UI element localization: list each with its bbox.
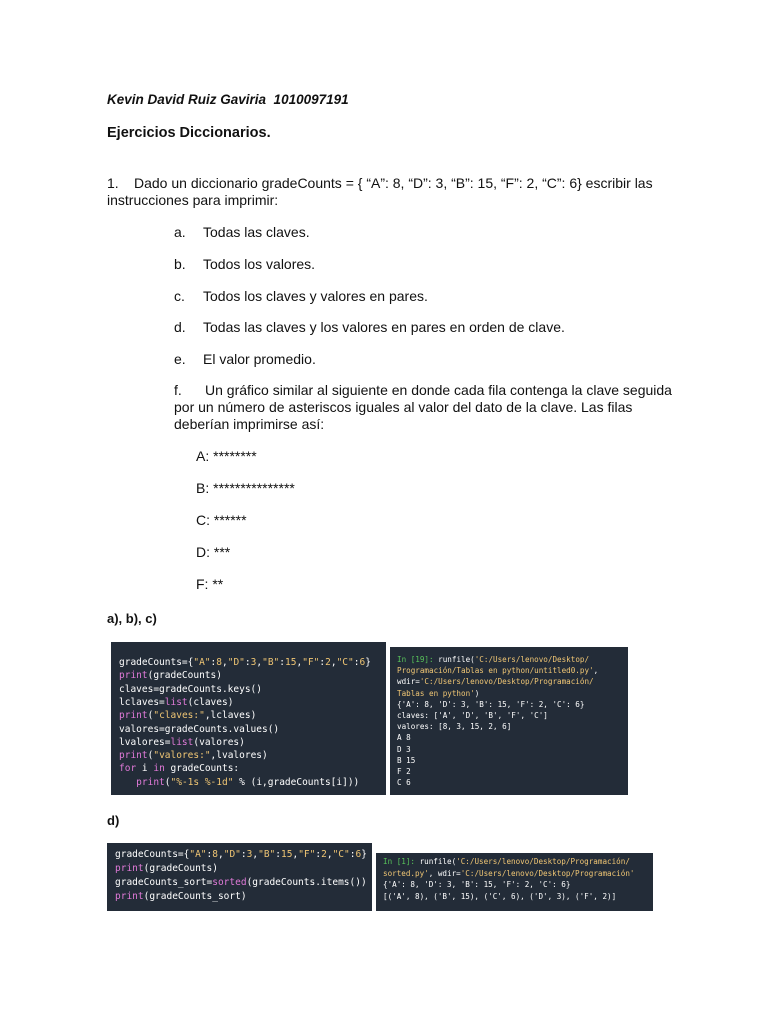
code-token: "D": [223, 849, 241, 860]
code-token: print: [115, 863, 144, 874]
code-token: claves=gradeCounts.keys(): [119, 683, 262, 695]
section-heading-abc: a), b), c): [107, 611, 157, 626]
code-token: (gradeCounts.items()): [246, 877, 367, 888]
code-token: B 15: [397, 755, 416, 765]
code-token: lvalores=: [119, 736, 171, 748]
code-line: [397, 767, 411, 776]
code-token: }: [365, 657, 371, 668]
code-token: ,lclaves): [204, 710, 257, 722]
code-line: [119, 710, 256, 721]
code-token: print: [119, 710, 148, 722]
code-token: gradeCounts={: [115, 849, 190, 860]
author-line: Kevin David Ruiz Gaviria 1010097191: [107, 92, 349, 107]
code-token: [('A', 8), ('B', 15), ('C', 6), ('D', 3), ('F', 2)]: [383, 891, 617, 901]
code-token: :: [353, 657, 360, 668]
code-token: % (i,gradeCounts[i])): [233, 776, 360, 788]
code-token: "C": [336, 657, 354, 668]
code-token: (: [147, 710, 154, 722]
code-token: Tablas en python': [397, 688, 475, 698]
section-heading-d: d): [107, 813, 120, 828]
code-line: [119, 724, 279, 735]
list-item: [174, 351, 316, 368]
star-row: F: **: [196, 576, 224, 592]
item-text: Todos los claves y valores en pares.: [203, 288, 428, 304]
item-letter: c.: [174, 288, 185, 304]
item-letter: d.: [174, 319, 186, 335]
code-line: [397, 745, 411, 754]
code-line: [397, 711, 548, 720]
code-token: sorted: [212, 877, 247, 888]
code-line: [383, 892, 616, 901]
code-line: [397, 756, 415, 765]
star-row: B: ***************: [196, 480, 295, 496]
code-token: (valores): [193, 736, 245, 748]
code-line: [397, 700, 584, 709]
code-token: "F": [302, 657, 320, 668]
code-line: [383, 857, 630, 866]
code-token: sorted.py': [383, 868, 429, 878]
code-token: ,: [593, 666, 599, 676]
code-token: gradeCounts:: [164, 763, 240, 775]
item-letter: a.: [174, 224, 186, 240]
code-token: Programación/Tablas en python/untitled0.py': [397, 666, 594, 676]
code-token: gradeCounts={: [119, 657, 194, 668]
code-token: valores=gradeCounts.values(): [119, 723, 280, 735]
code-token: ,: [296, 657, 303, 668]
code-token: in: [153, 763, 165, 775]
code-token: 15: [281, 849, 293, 860]
code-editor-abc: [111, 642, 386, 795]
question-1: [107, 175, 667, 209]
code-token: 8: [216, 657, 222, 668]
code-token: (gradeCounts): [147, 670, 222, 682]
code-line: [115, 877, 367, 888]
code-token: :: [210, 657, 217, 668]
code-token: "%-1s %-1d": [170, 776, 234, 788]
code-token: F 2: [397, 767, 411, 776]
question-text: Dado un diccionario gradeCounts = { “A”: 8, “D”: 3, “B”: 15, “F”: 2, “C”: 6} escribir las instrucciones para imprimir:: [107, 175, 653, 208]
code-token: claves: ['A', 'D', 'B', 'F', 'C']: [397, 711, 548, 720]
star-row: D: ***: [196, 544, 231, 560]
list-item: [174, 256, 315, 273]
code-line: [119, 777, 359, 788]
code-line: [119, 684, 262, 695]
code-token: {'A': 8, 'D': 3, 'B': 15, 'F': 2, 'C': 6}: [397, 699, 585, 709]
code-line: [397, 722, 511, 731]
code-token: D 3: [397, 744, 411, 754]
code-line: [397, 778, 411, 787]
code-token: ,: [326, 849, 333, 860]
code-token: runfile(: [438, 655, 475, 664]
code-token: :: [240, 849, 247, 860]
code-token: print: [115, 891, 144, 902]
list-item: [174, 224, 310, 241]
code-token: gradeCounts_sort=: [115, 877, 213, 888]
code-token: , wdir=: [428, 868, 461, 878]
code-line: [397, 689, 479, 698]
code-token: [119, 777, 136, 788]
code-line: [397, 677, 594, 686]
item-text: Todos los valores.: [203, 256, 316, 272]
code-token: In [19]:: [397, 655, 439, 664]
item-letter: e.: [174, 351, 186, 367]
code-token: (gradeCounts_sort): [143, 891, 247, 902]
code-token: }: [361, 849, 367, 860]
code-token: print: [119, 670, 148, 682]
code-line: [119, 657, 371, 668]
item-letter: b.: [174, 256, 186, 272]
code-token: :: [275, 849, 282, 860]
code-token: 6: [359, 657, 366, 668]
code-editor-d: [107, 843, 372, 911]
code-token: 3: [250, 657, 257, 668]
code-token: (: [164, 776, 171, 788]
code-token: (claves): [187, 696, 234, 708]
code-token: :: [206, 849, 213, 860]
code-token: "F": [298, 849, 316, 860]
item-text: Todas las claves y los valores en pares en orden de clave.: [203, 319, 565, 335]
code-token: :: [315, 849, 322, 860]
code-token: print: [119, 750, 148, 762]
code-token: ,: [252, 849, 259, 860]
code-token: ,: [218, 849, 224, 860]
star-row: A: ********: [196, 448, 257, 464]
item-text: El valor promedio.: [203, 351, 316, 367]
code-line: [115, 891, 247, 902]
code-line: [397, 655, 589, 664]
code-line: [119, 737, 245, 748]
code-line: [115, 863, 218, 874]
code-token: ,: [256, 657, 263, 668]
code-token: :: [244, 657, 251, 668]
code-line: [119, 750, 268, 761]
question-number: 1.: [107, 175, 119, 191]
code-token: {'A': 8, 'D': 3, 'B': 15, 'F': 2, 'C': 6}: [383, 880, 571, 890]
console-output-d: [376, 853, 653, 911]
code-token: "claves:": [153, 710, 205, 722]
code-token: 'C:/Users/lenovo/Desktop/Programación': [460, 868, 635, 878]
code-token: C 6: [397, 778, 411, 788]
code-token: ,: [292, 849, 299, 860]
code-token: 15: [285, 657, 297, 668]
document-title: Ejercicios Diccionarios.: [107, 125, 271, 141]
code-token: i: [136, 763, 154, 775]
code-line: [119, 763, 239, 774]
star-row: C: ******: [196, 512, 247, 528]
code-token: 2: [325, 657, 331, 668]
code-token: "valores:": [153, 750, 211, 762]
code-token: (gradeCounts): [143, 863, 218, 874]
item-text: Un gráfico similar al siguiente en donde cada fila contenga la clave seguida por un número de asteriscos iguales al valor del dato de la clave. Las filas deberían imprimirse así:: [174, 382, 672, 432]
code-token: print: [136, 776, 165, 788]
code-line: [383, 869, 634, 878]
code-token: 8: [212, 849, 218, 860]
code-token: :: [279, 657, 286, 668]
code-token: list: [170, 736, 194, 748]
code-token: In [1]:: [383, 857, 420, 866]
code-line: [397, 733, 411, 742]
code-token: ,: [330, 657, 337, 668]
code-token: for: [119, 763, 137, 775]
list-item: [174, 319, 565, 336]
code-token: runfile(: [419, 857, 457, 866]
code-token: ,: [222, 657, 228, 668]
code-line: [397, 666, 598, 675]
code-token: 3: [246, 849, 253, 860]
code-token: list: [164, 696, 188, 708]
code-token: wdir=: [397, 677, 420, 687]
code-token: 'C:/Users/lenovo/Desktop/Programación/: [456, 857, 630, 866]
code-token: ,lvalores): [210, 750, 268, 762]
code-line: [115, 849, 367, 860]
item-letter: f.: [174, 382, 182, 398]
code-token: (: [147, 750, 154, 762]
code-token: 2: [321, 849, 327, 860]
list-item: [174, 288, 428, 305]
list-item: [174, 382, 674, 433]
code-token: A 8: [397, 733, 411, 743]
code-token: "D": [227, 657, 245, 668]
code-line: [119, 697, 233, 708]
code-token: "B": [258, 849, 276, 860]
code-token: "A": [193, 657, 211, 668]
code-token: 'C:/Users/lenovo/Desktop/: [474, 655, 590, 664]
code-line: [119, 670, 222, 681]
console-output-abc: [390, 647, 628, 795]
item-text: Todas las claves.: [203, 224, 310, 240]
code-token: :: [319, 657, 326, 668]
code-token: 6: [355, 849, 362, 860]
code-token: valores: [8, 3, 15, 2, 6]: [397, 722, 512, 732]
code-token: ): [474, 688, 480, 698]
code-token: "C": [332, 849, 350, 860]
code-line: [383, 880, 570, 889]
code-token: "A": [189, 849, 207, 860]
code-token: "B": [262, 657, 280, 668]
code-token: 'C:/Users/lenovo/Desktop/Programación/: [419, 677, 594, 687]
code-token: :: [349, 849, 356, 860]
code-token: lclaves=: [119, 696, 165, 708]
